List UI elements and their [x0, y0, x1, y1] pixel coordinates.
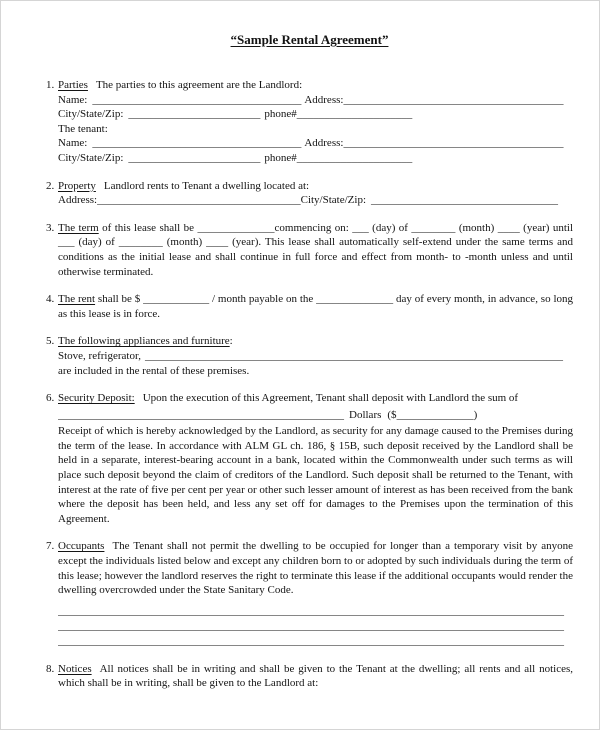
address-blank-line: ________________________________________	[343, 137, 564, 150]
appliances-heading-row	[58, 334, 573, 349]
blank-line: ____________________________________________________________________________________________	[58, 619, 564, 632]
term-text: (day) of	[368, 221, 412, 234]
property-intro: Landlord rents to Tenant a dwelling located at:	[103, 179, 310, 192]
city-blank-line: ________________________	[128, 151, 261, 164]
heading-colon: :	[229, 335, 233, 348]
tenant-name-row	[58, 136, 573, 151]
section-number: 3.	[46, 221, 55, 234]
section-notices	[46, 662, 573, 691]
city-blank-line: __________________________________	[371, 194, 558, 207]
property-address-row	[58, 193, 573, 208]
term-paragraph	[58, 221, 573, 279]
section-heading: The rent	[58, 293, 96, 306]
city-blank-line: ________________________	[128, 108, 261, 121]
section-heading: The following appliances and furniture	[58, 335, 230, 348]
notices-paragraph	[58, 662, 573, 691]
section-rent	[46, 292, 573, 321]
deposit-heading-row	[58, 391, 573, 406]
section-number: 8.	[46, 662, 55, 675]
tenant-city-row	[58, 151, 573, 166]
term-text: (day) of	[74, 236, 119, 249]
rent-amount-blank-line: ____________	[143, 293, 210, 306]
rent-paragraph	[58, 292, 573, 321]
deposit-amount-row	[58, 408, 573, 423]
term-blank-line: ______________	[197, 221, 275, 234]
year-blank-line: ____	[206, 236, 229, 249]
deposit-body: Receipt of which is hereby acknowledged by the Landlord, as security for any damage caused to the Premises during the term of the lease. In accordance with ALM GL ch. 186, § 15B, such deposit received by the Landlord shall be held in a separate, interest-bearing account in a bank, located within the Commonwealth under such terms as will place such deposit beyond the claim of creditors of the Landlord. Such deposit shall be returned to the Tenant, with interest at the rate of five per cent per year or other such lesser amount of interest as has been received from the bank where the deposit has been held, and less any set off for damages to the Premises upon the termination of this Agreement.	[58, 425, 573, 525]
section-heading: The term	[58, 221, 99, 234]
address-blank-line: _____________________________________	[97, 194, 301, 207]
appliances-list-row	[58, 349, 573, 364]
landlord-name-row	[58, 93, 573, 108]
paren-open: ($	[387, 408, 397, 421]
section-heading: Property	[58, 179, 96, 192]
property-heading-row	[58, 179, 573, 194]
name-blank-line: ______________________________________	[92, 93, 302, 106]
phone-label: phone#	[264, 108, 297, 121]
section-security-deposit	[46, 391, 573, 526]
section-heading: Notices	[58, 662, 92, 675]
day-blank-line: ___	[352, 221, 369, 234]
section-heading: Security Deposit:	[58, 392, 135, 405]
term-text: (year). This lease shall automatically self-extend under the same terms and conditions as the initial lease and shall continue in full force and effect from month- to -month unless and until otherwise terminated.	[58, 236, 573, 278]
section-occupants	[46, 539, 573, 648]
landlord-city-row	[58, 107, 573, 122]
blank-line: ____________________________________________________________________________________________	[58, 634, 564, 647]
rent-text: / month payable on the	[209, 293, 317, 306]
section-number: 7.	[46, 540, 55, 553]
section-number: 1.	[46, 79, 55, 91]
dollars-label: Dollars	[349, 408, 382, 421]
term-text: (month)	[162, 236, 207, 249]
phone-blank-line: _____________________	[296, 108, 413, 121]
city-state-zip-label: City/State/Zip:	[58, 108, 124, 121]
amount-words-blank-line: ____________________________________________________	[58, 408, 344, 421]
month-blank-line: ________	[118, 236, 163, 249]
section-property	[46, 179, 573, 208]
city-state-zip-label: City/State/Zip:	[58, 151, 124, 164]
rent-text: day of every month, in advance, so long as this lease is in force.	[58, 293, 573, 320]
section-number: 5.	[46, 335, 55, 348]
blank-line: ____________________________________________________________________________________________	[58, 604, 564, 617]
paren-close: )	[473, 408, 478, 421]
occupants-body: The Tenant shall not permit the dwelling to be occupied for longer than a temporary visit by anyone except the individuals listed below and except any children born to or adopted by such individuals during the term of this lease; however the landlord reserves the right to terminate this lease if the additional occupants would render the dwelling overcrowded under the State Sanitary Code.	[58, 540, 573, 597]
rent-text: shall be $	[95, 293, 144, 306]
city-state-zip-label: City/State/Zip:	[300, 194, 366, 207]
appliances-blank-line: ____________________________________________________________________________	[144, 349, 563, 362]
amount-number-blank-line: ______________	[396, 408, 474, 421]
section-term	[46, 221, 574, 279]
term-text: (month)	[455, 221, 498, 234]
notices-body: All notices shall be in writing and shall be given to the Tenant at the dwelling; all rents and all notices, which shall be in writing, shall be given to the Landlord at:	[58, 662, 573, 690]
term-text: commencing on:	[274, 221, 353, 234]
address-label: Address:	[58, 194, 98, 207]
appliances-included-row: are included in the rental of these premises.	[58, 364, 250, 377]
term-text: (year) until	[519, 221, 574, 234]
rent-day-blank-line: ______________	[316, 293, 394, 306]
phone-label: phone#	[264, 151, 297, 164]
section-heading: Occupants	[58, 540, 105, 553]
document-title: “Sample Rental Agreement”	[230, 32, 389, 47]
name-label: Name:	[58, 137, 88, 150]
phone-blank-line: _____________________	[296, 151, 413, 164]
section-appliances	[46, 334, 573, 378]
address-blank-line: ________________________________________	[343, 93, 564, 106]
section-parties	[46, 78, 573, 166]
address-label: Address:	[304, 137, 344, 150]
section-number: 6.	[46, 392, 55, 405]
term-text: of this lease shall be	[98, 221, 198, 234]
section-heading: Parties	[58, 79, 88, 91]
name-label: Name:	[58, 93, 88, 106]
parties-intro: The parties to this agreement are the Landlord:	[95, 79, 303, 91]
year-blank-line: ____	[497, 221, 520, 234]
name-blank-line: ______________________________________	[92, 137, 302, 150]
section-number: 2.	[46, 179, 55, 192]
address-label: Address:	[304, 93, 344, 106]
occupants-blank-lines	[58, 604, 573, 649]
tenant-intro-row: The tenant:	[58, 122, 108, 135]
deposit-intro: Upon the execution of this Agreement, Tenant shall deposit with Landlord the sum of	[142, 392, 519, 405]
month-blank-line: ________	[411, 221, 456, 234]
section-number: 4.	[46, 293, 55, 306]
parties-heading-row	[58, 78, 573, 93]
day-blank-line: ___	[58, 236, 75, 249]
occupants-paragraph	[58, 539, 573, 597]
appliances-label: Stove, refrigerator,	[58, 349, 141, 362]
